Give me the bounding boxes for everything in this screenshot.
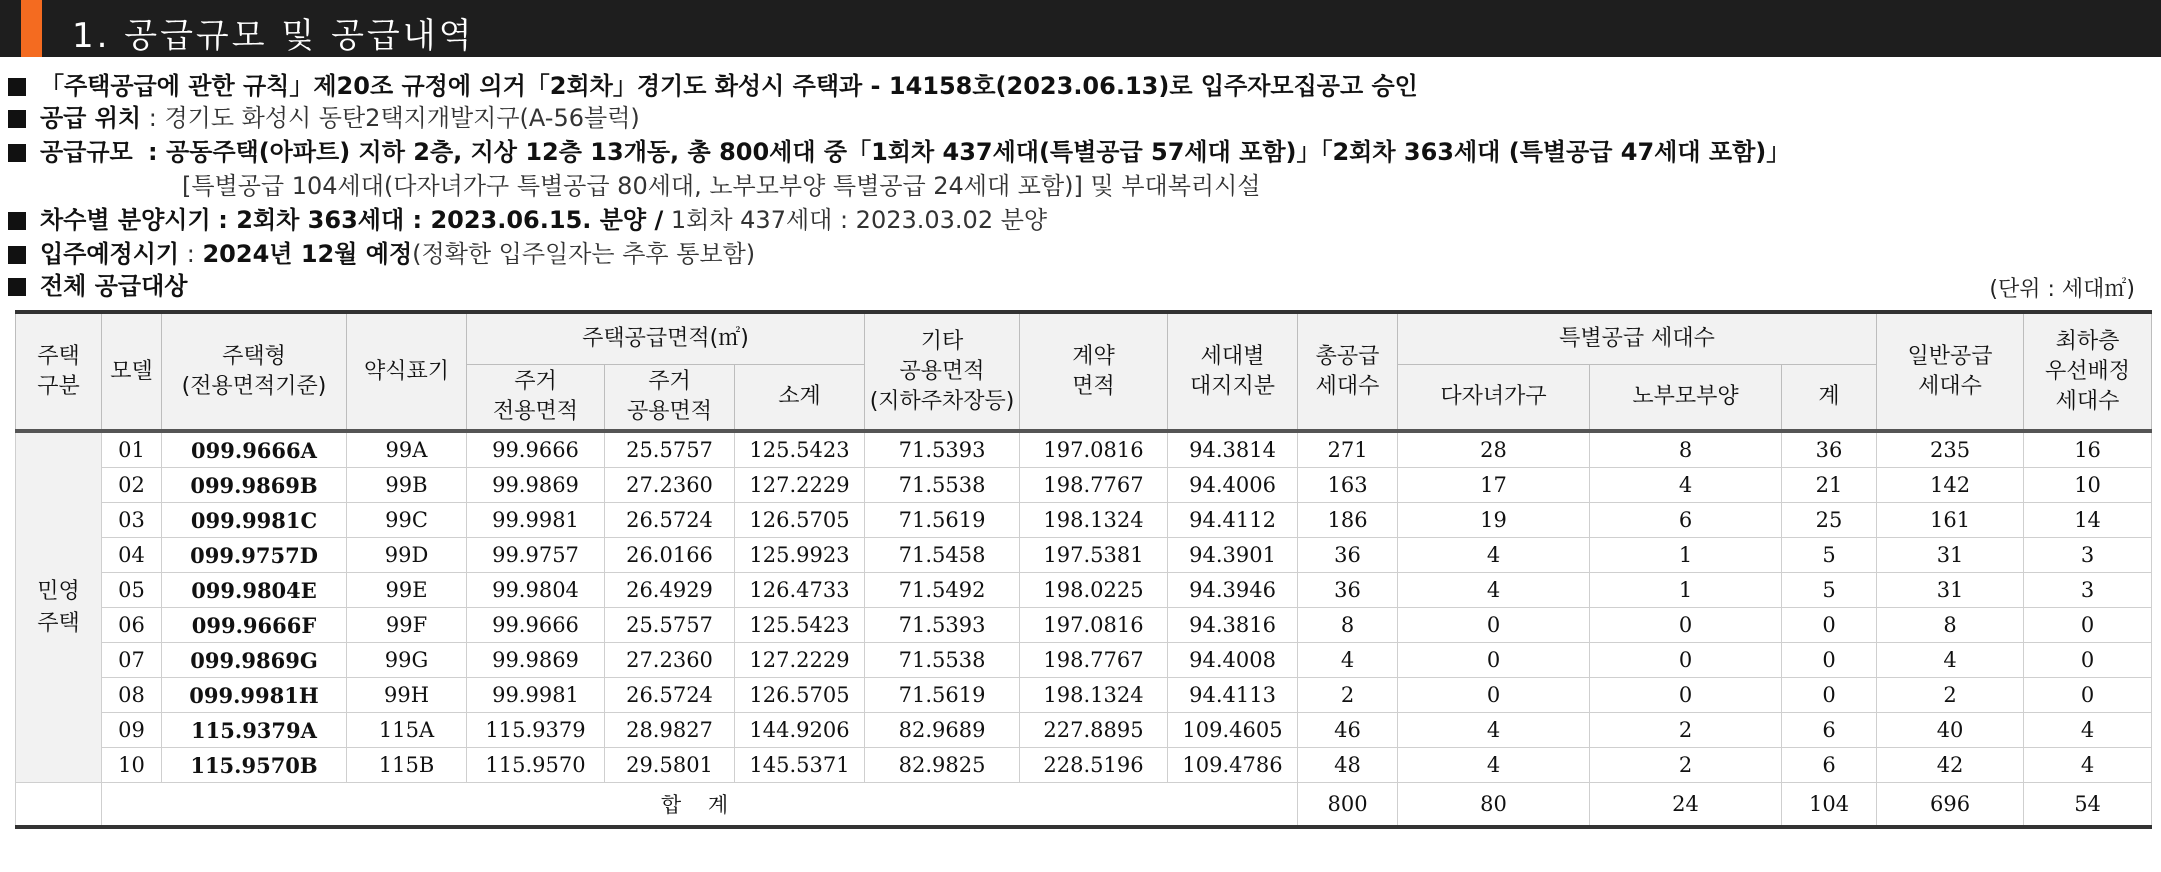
total-units-cell: 271	[1298, 431, 1398, 468]
location-label: 공급 위치	[40, 104, 142, 132]
special-sum-cell: 0	[1782, 678, 1877, 713]
land-share-cell: 94.3816	[1168, 608, 1298, 643]
subtotal-cell: 127.2229	[735, 468, 865, 503]
model-cell: 06	[102, 608, 162, 643]
general-units-cell: 31	[1877, 573, 2024, 608]
contract-area-cell: 228.5196	[1020, 748, 1168, 783]
model-cell: 03	[102, 503, 162, 538]
contract-area-cell: 198.7767	[1020, 468, 1168, 503]
multi-child-cell: 19	[1398, 503, 1590, 538]
other-common-cell: 71.5492	[865, 573, 1020, 608]
multi-child-cell: 0	[1398, 678, 1590, 713]
scale-detail: [특별공급 104세대(다자녀가구 특별공급 80세대, 노부모부양 특별공급 24세대 포함)] 및 부대복리시설	[182, 172, 1261, 200]
land-share-cell: 94.4008	[1168, 643, 1298, 678]
lowest-floor-sum: 54	[2024, 783, 2152, 828]
total-units-cell: 36	[1298, 538, 1398, 573]
general-units-cell: 4	[1877, 643, 2024, 678]
abbr-cell: 99A	[347, 431, 467, 468]
abbr-cell: 99B	[347, 468, 467, 503]
special-sum-cell: 36	[1782, 431, 1877, 468]
lowest-floor-cell: 4	[2024, 713, 2152, 748]
exclusive-area-cell: 99.9666	[467, 431, 605, 468]
common-area-cell: 26.5724	[605, 678, 735, 713]
header-supply-area: 주택공급면적(㎡)	[467, 312, 865, 365]
movein-line	[8, 238, 755, 270]
title-accent-bar	[21, 0, 42, 57]
special-sum-cell: 25	[1782, 503, 1877, 538]
house-category-cell: 민영 주택	[16, 431, 102, 783]
elderly-parent-sum: 24	[1590, 783, 1782, 828]
total-units-cell: 8	[1298, 608, 1398, 643]
common-area-cell: 27.2360	[605, 643, 735, 678]
general-units-cell: 235	[1877, 431, 2024, 468]
house-type-cell: 099.9869G	[162, 643, 347, 678]
land-share-cell: 94.4006	[1168, 468, 1298, 503]
exclusive-area-cell: 115.9379	[467, 713, 605, 748]
total-label: 합 계	[102, 783, 1298, 828]
exclusive-area-cell: 99.9804	[467, 573, 605, 608]
table-row	[16, 573, 2152, 608]
schedule-line	[8, 204, 1047, 236]
total-units-cell: 4	[1298, 643, 1398, 678]
elderly-parent-cell: 6	[1590, 503, 1782, 538]
multi-child-cell: 4	[1398, 713, 1590, 748]
house-type-cell: 099.9666A	[162, 431, 347, 468]
special-sum-cell: 0	[1782, 643, 1877, 678]
header-general-units: 일반공급 세대수	[1877, 312, 2024, 431]
contract-area-cell: 197.0816	[1020, 431, 1168, 468]
header-elderly-parent: 노부모부양	[1590, 365, 1782, 432]
header-exclusive-area: 주거 전용면적	[467, 365, 605, 432]
common-area-cell: 26.0166	[605, 538, 735, 573]
abbr-cell: 99D	[347, 538, 467, 573]
elderly-parent-cell: 1	[1590, 573, 1782, 608]
other-common-cell: 71.5538	[865, 468, 1020, 503]
general-units-cell: 161	[1877, 503, 2024, 538]
model-cell: 04	[102, 538, 162, 573]
bullet-square-icon	[8, 212, 26, 230]
bullet-square-icon	[8, 110, 26, 128]
total-units-cell: 2	[1298, 678, 1398, 713]
target-line	[8, 270, 187, 302]
scale-line	[8, 136, 1790, 168]
movein-note: (정확한 입주일자는 추후 통보함)	[412, 240, 756, 268]
general-units-cell: 31	[1877, 538, 2024, 573]
header-contract-area: 계약 면적	[1020, 312, 1168, 431]
special-sum-cell: 5	[1782, 538, 1877, 573]
house-type-cell: 099.9757D	[162, 538, 347, 573]
abbr-cell: 115B	[347, 748, 467, 783]
table-row	[16, 431, 2152, 468]
subtotal-cell: 127.2229	[735, 643, 865, 678]
model-cell: 08	[102, 678, 162, 713]
common-area-cell: 26.4929	[605, 573, 735, 608]
general-units-cell: 40	[1877, 713, 2024, 748]
lowest-floor-cell: 0	[2024, 678, 2152, 713]
scale-label: 공급규모	[40, 138, 133, 166]
other-common-cell: 71.5458	[865, 538, 1020, 573]
multi-child-cell: 17	[1398, 468, 1590, 503]
table-row	[16, 468, 2152, 503]
land-share-cell: 94.3814	[1168, 431, 1298, 468]
lowest-floor-cell: 4	[2024, 748, 2152, 783]
header-other-common: 기타 공용면적 (지하주차장등)	[865, 312, 1020, 431]
contract-area-cell: 197.0816	[1020, 608, 1168, 643]
location-line	[8, 102, 640, 134]
land-share-cell: 94.3946	[1168, 573, 1298, 608]
house-type-cell: 099.9666F	[162, 608, 347, 643]
table-row	[16, 643, 2152, 678]
abbr-cell: 99C	[347, 503, 467, 538]
special-sum-total: 104	[1782, 783, 1877, 828]
elderly-parent-cell: 4	[1590, 468, 1782, 503]
table-row	[16, 608, 2152, 643]
exclusive-area-cell: 99.9666	[467, 608, 605, 643]
multi-child-cell: 0	[1398, 643, 1590, 678]
abbr-cell: 99E	[347, 573, 467, 608]
other-common-cell: 82.9689	[865, 713, 1020, 748]
header-multi-child: 다자녀가구	[1398, 365, 1590, 432]
model-cell: 07	[102, 643, 162, 678]
elderly-parent-cell: 0	[1590, 643, 1782, 678]
contract-area-cell: 197.5381	[1020, 538, 1168, 573]
schedule-previous: 1회차 437세대 : 2023.03.02 분양	[670, 206, 1048, 234]
common-area-cell: 27.2360	[605, 468, 735, 503]
table-row	[16, 538, 2152, 573]
total-units-cell: 48	[1298, 748, 1398, 783]
model-cell: 05	[102, 573, 162, 608]
lowest-floor-cell: 0	[2024, 608, 2152, 643]
other-common-cell: 71.5393	[865, 608, 1020, 643]
lowest-floor-cell: 3	[2024, 538, 2152, 573]
lowest-floor-cell: 0	[2024, 643, 2152, 678]
subtotal-cell: 126.5705	[735, 503, 865, 538]
special-sum-cell: 6	[1782, 713, 1877, 748]
land-share-cell: 94.3901	[1168, 538, 1298, 573]
other-common-cell: 82.9825	[865, 748, 1020, 783]
other-common-cell: 71.5619	[865, 503, 1020, 538]
other-common-cell: 71.5538	[865, 643, 1020, 678]
movein-colon: :	[186, 240, 195, 268]
exclusive-area-cell: 99.9981	[467, 678, 605, 713]
general-units-cell: 42	[1877, 748, 2024, 783]
header-subtotal: 소계	[735, 365, 865, 432]
table-row	[16, 713, 2152, 748]
subtotal-cell: 125.5423	[735, 431, 865, 468]
house-type-cell: 099.9869B	[162, 468, 347, 503]
header-total-units: 총공급 세대수	[1298, 312, 1398, 431]
other-common-cell: 71.5393	[865, 431, 1020, 468]
table-row	[16, 678, 2152, 713]
exclusive-area-cell: 99.9869	[467, 468, 605, 503]
exclusive-area-cell: 99.9981	[467, 503, 605, 538]
total-units-cell: 186	[1298, 503, 1398, 538]
exclusive-area-cell: 99.9757	[467, 538, 605, 573]
total-row	[16, 783, 2152, 828]
bullet-square-icon	[8, 278, 26, 296]
multi-child-cell: 4	[1398, 573, 1590, 608]
section-title: 1. 공급규모 및 공급내역	[72, 16, 475, 56]
common-area-cell: 25.5757	[605, 431, 735, 468]
header-model: 모델	[102, 312, 162, 431]
header-common-area: 주거 공용면적	[605, 365, 735, 432]
table-row	[16, 503, 2152, 538]
subtotal-cell: 145.5371	[735, 748, 865, 783]
house-type-cell: 099.9981C	[162, 503, 347, 538]
special-sum-cell: 5	[1782, 573, 1877, 608]
multi-child-cell: 4	[1398, 538, 1590, 573]
movein-label: 입주예정시기	[40, 240, 180, 268]
general-units-cell: 142	[1877, 468, 2024, 503]
contract-area-cell: 198.0225	[1020, 573, 1168, 608]
subtotal-cell: 126.4733	[735, 573, 865, 608]
multi-child-sum: 80	[1398, 783, 1590, 828]
bullet-square-icon	[8, 78, 26, 96]
elderly-parent-cell: 8	[1590, 431, 1782, 468]
schedule-current: : 2회차 363세대 : 2023.06.15. 분양 /	[218, 206, 664, 234]
general-units-cell: 8	[1877, 608, 2024, 643]
common-area-cell: 25.5757	[605, 608, 735, 643]
special-sum-cell: 0	[1782, 608, 1877, 643]
subtotal-cell: 144.9206	[735, 713, 865, 748]
lowest-floor-cell: 14	[2024, 503, 2152, 538]
model-cell: 02	[102, 468, 162, 503]
header-house-type: 주택형 (전용면적기준)	[162, 312, 347, 431]
contract-area-cell: 198.7767	[1020, 643, 1168, 678]
schedule-label: 차수별 분양시기	[40, 206, 211, 234]
header-house-category: 주택 구분	[16, 312, 102, 431]
header-abbr: 약식표기	[347, 312, 467, 431]
lowest-floor-cell: 3	[2024, 573, 2152, 608]
location-value: : 경기도 화성시 동탄2택지개발지구(A-56블럭)	[148, 104, 640, 132]
common-area-cell: 28.9827	[605, 713, 735, 748]
bullet-square-icon	[8, 144, 26, 162]
model-cell: 09	[102, 713, 162, 748]
total-units-sum: 800	[1298, 783, 1398, 828]
subtotal-cell: 125.5423	[735, 608, 865, 643]
total-spacer-cell	[16, 783, 102, 828]
general-units-sum: 696	[1877, 783, 2024, 828]
header-special-units: 특별공급 세대수	[1398, 312, 1877, 365]
approval-text: 「주택공급에 관한 규칙」제20조 규정에 의거「2회차」경기도 화성시 주택과 - 14158호(2023.06.13)로 입주자모집공고 승인	[40, 72, 1418, 100]
contract-area-cell: 227.8895	[1020, 713, 1168, 748]
subtotal-cell: 125.9923	[735, 538, 865, 573]
exclusive-area-cell: 115.9570	[467, 748, 605, 783]
multi-child-cell: 28	[1398, 431, 1590, 468]
land-share-cell: 94.4113	[1168, 678, 1298, 713]
scale-value: : 공동주택(아파트) 지하 2층, 지상 12층 13개동, 총 800세대 중「1회차 437세대(특별공급 57세대 포함)」「2회차 363세대 (특별공급 47세대 포함)」	[148, 138, 1791, 166]
lowest-floor-cell: 16	[2024, 431, 2152, 468]
house-type-cell: 115.9379A	[162, 713, 347, 748]
header-land-share: 세대별 대지지분	[1168, 312, 1298, 431]
land-share-cell: 94.4112	[1168, 503, 1298, 538]
elderly-parent-cell: 2	[1590, 713, 1782, 748]
total-units-cell: 46	[1298, 713, 1398, 748]
supply-table-body	[16, 431, 2152, 827]
common-area-cell: 29.5801	[605, 748, 735, 783]
abbr-cell: 115A	[347, 713, 467, 748]
abbr-cell: 99F	[347, 608, 467, 643]
supply-table	[15, 310, 2152, 829]
contract-area-cell: 198.1324	[1020, 678, 1168, 713]
elderly-parent-cell: 0	[1590, 678, 1782, 713]
house-type-cell: 099.9981H	[162, 678, 347, 713]
common-area-cell: 26.5724	[605, 503, 735, 538]
total-units-cell: 36	[1298, 573, 1398, 608]
land-share-cell: 109.4605	[1168, 713, 1298, 748]
elderly-parent-cell: 1	[1590, 538, 1782, 573]
exclusive-area-cell: 99.9869	[467, 643, 605, 678]
section-title-bar	[0, 0, 2161, 57]
model-cell: 10	[102, 748, 162, 783]
table-row	[16, 748, 2152, 783]
subtotal-cell: 126.5705	[735, 678, 865, 713]
multi-child-cell: 4	[1398, 748, 1590, 783]
special-sum-cell: 21	[1782, 468, 1877, 503]
target-label: 전체 공급대상	[40, 272, 188, 300]
abbr-cell: 99G	[347, 643, 467, 678]
general-units-cell: 2	[1877, 678, 2024, 713]
movein-date: 2024년 12월 예정	[202, 240, 413, 268]
contract-area-cell: 198.1324	[1020, 503, 1168, 538]
header-special-sum: 계	[1782, 365, 1877, 432]
unit-note: (단위 : 세대㎡)	[1989, 277, 2135, 302]
elderly-parent-cell: 0	[1590, 608, 1782, 643]
abbr-cell: 99H	[347, 678, 467, 713]
lowest-floor-cell: 10	[2024, 468, 2152, 503]
house-type-cell: 115.9570B	[162, 748, 347, 783]
special-sum-cell: 6	[1782, 748, 1877, 783]
house-type-cell: 099.9804E	[162, 573, 347, 608]
model-cell: 01	[102, 431, 162, 468]
bullet-square-icon	[8, 246, 26, 264]
other-common-cell: 71.5619	[865, 678, 1020, 713]
approval-line	[8, 70, 1418, 102]
elderly-parent-cell: 2	[1590, 748, 1782, 783]
land-share-cell: 109.4786	[1168, 748, 1298, 783]
header-lowest-floor: 최하층 우선배정 세대수	[2024, 312, 2152, 431]
total-units-cell: 163	[1298, 468, 1398, 503]
multi-child-cell: 0	[1398, 608, 1590, 643]
